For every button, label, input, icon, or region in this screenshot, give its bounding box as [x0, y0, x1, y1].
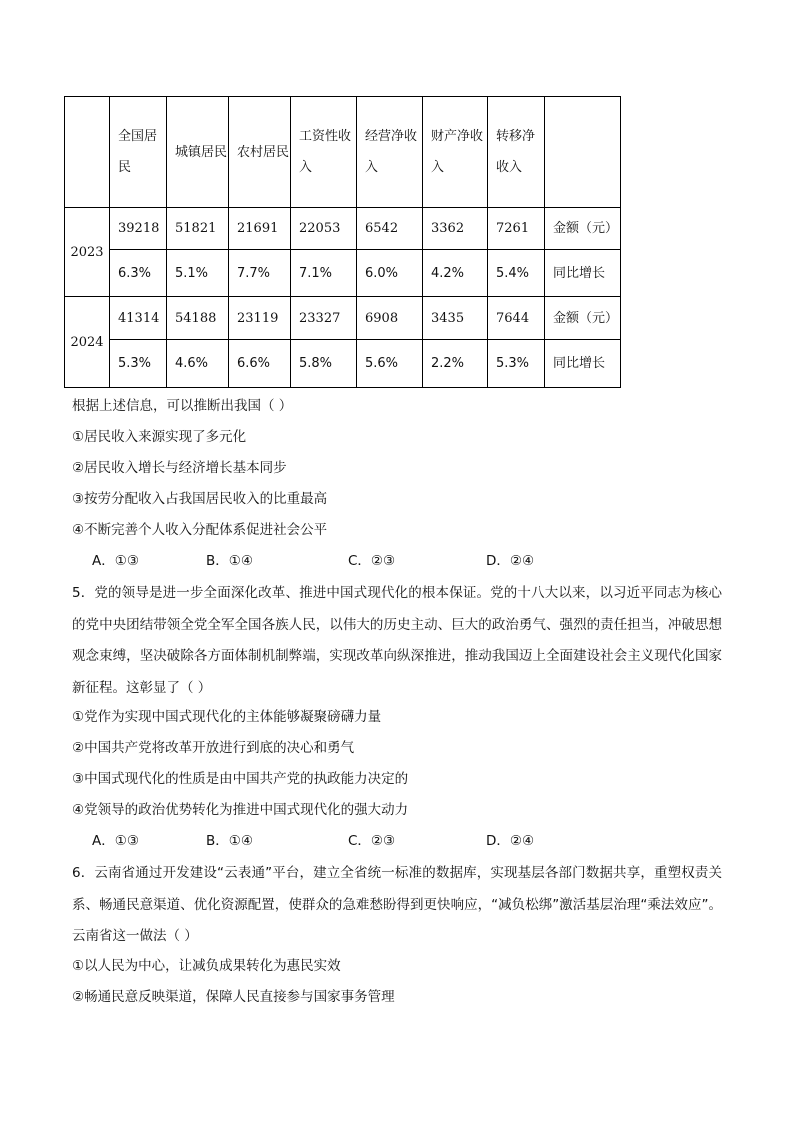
table-cell: 5.1%	[167, 250, 229, 297]
header-cell: 城镇居民	[167, 97, 229, 208]
table-cell: 7.7%	[229, 250, 291, 297]
statement-item: ②居民收入增长与经济增长基本同步	[72, 460, 287, 476]
statement-item: ①党作为实现中国式现代化的主体能够凝聚磅礴力量	[72, 709, 382, 725]
option-c[interactable]: C．②③	[348, 833, 396, 849]
header-cell: 工资性收入	[291, 97, 357, 208]
option-c[interactable]: C．②③	[348, 553, 396, 569]
header-cell: 转移净收入	[488, 97, 545, 208]
table-row	[65, 340, 621, 388]
table-cell: 5.8%	[291, 340, 357, 388]
table-cell: 39218	[110, 208, 167, 250]
table-cell: 5.4%	[488, 250, 545, 297]
table-cell: 22053	[291, 208, 357, 250]
table-cell: 6.6%	[229, 340, 291, 388]
question-text: 6．云南省通过开发建设“云表通”平台，建立全省统一标准的数据库，实现基层各部门数据共享，重塑权责关系、畅通民意渠道、优化资源配置，使群众的急难愁盼得到更快响应，“减负松绑”激活基层治理“乘法效应”。云南省这一做法（ ）	[72, 865, 722, 944]
option-b[interactable]: B．①④	[206, 553, 253, 569]
table-cell: 6908	[357, 297, 423, 340]
statement-item: ①以人民为中心，让减负成果转化为惠民实效	[72, 958, 341, 974]
question-text: 5．党的领导是进一步全面深化改革、推进中国式现代化的根本保证。党的十八大以来，以习近平同志为核心的党中央团结带领全党全军全国各族人民，以伟大的历史主动、巨大的政治勇气、强烈的责任担当，冲破思想观念束缚，坚决破除各方面体制机制弊端，实现改革向纵深推进，推动我国迈上全面建设社会主义现代化国家新征程。这彰显了（ ）	[72, 585, 722, 696]
option-a[interactable]: A．①③	[92, 833, 139, 849]
statement-item: ④不断完善个人收入分配体系促进社会公平	[72, 522, 328, 538]
header-cell: 经营净收入	[357, 97, 423, 208]
statement-item: ③按劳分配收入占我国居民收入的比重最高	[72, 491, 328, 507]
statement-item: ③中国式现代化的性质是由中国共产党的执政能力决定的	[72, 771, 409, 787]
header-cell: 财产净收入	[423, 97, 488, 208]
option-d[interactable]: D．②④	[486, 833, 535, 849]
option-d[interactable]: D．②④	[486, 553, 535, 569]
table-cell: 54188	[167, 297, 229, 340]
table-cell: 3435	[423, 297, 488, 340]
year-cell: 2023	[65, 208, 110, 297]
table-cell: 5.3%	[488, 340, 545, 388]
table-cell: 23119	[229, 297, 291, 340]
year-cell: 2024	[65, 297, 110, 388]
table-cell: 6542	[357, 208, 423, 250]
row-label: 同比增长	[545, 340, 621, 388]
table-cell: 7261	[488, 208, 545, 250]
table-cell: 7.1%	[291, 250, 357, 297]
statement-item: ④党领导的政治优势转化为推进中国式现代化的强大动力	[72, 802, 409, 818]
table-cell: 4.2%	[423, 250, 488, 297]
table-cell: 21691	[229, 208, 291, 250]
table-row	[65, 208, 621, 250]
statement-item: ②畅通民意反映渠道，保障人民直接参与国家事务管理	[72, 989, 395, 1005]
header-cell	[65, 97, 110, 208]
table-row	[65, 250, 621, 297]
header-cell: 农村居民	[229, 97, 291, 208]
table-cell: 4.6%	[167, 340, 229, 388]
table-row	[65, 297, 621, 340]
table-cell: 41314	[110, 297, 167, 340]
option-a[interactable]: A．①③	[92, 553, 139, 569]
row-label: 金额（元）	[545, 208, 621, 250]
table-cell: 6.3%	[110, 250, 167, 297]
header-cell: 全国居民	[110, 97, 167, 208]
row-label: 同比增长	[545, 250, 621, 297]
table-cell: 6.0%	[357, 250, 423, 297]
income-table	[64, 96, 621, 388]
table-cell: 2.2%	[423, 340, 488, 388]
table-cell: 5.3%	[110, 340, 167, 388]
table-header-row	[65, 97, 621, 208]
table-cell: 5.6%	[357, 340, 423, 388]
statement-item: ①居民收入来源实现了多元化	[72, 429, 247, 445]
table-cell: 23327	[291, 297, 357, 340]
statement-item: ②中国共产党将改革开放进行到底的决心和勇气	[72, 740, 355, 756]
table-cell: 7644	[488, 297, 545, 340]
option-b[interactable]: B．①④	[206, 833, 253, 849]
header-cell	[545, 97, 621, 208]
question-stem: 根据上述信息，可以推断出我国（ ）	[72, 398, 293, 414]
row-label: 金额（元）	[545, 297, 621, 340]
table-cell: 51821	[167, 208, 229, 250]
table-cell: 3362	[423, 208, 488, 250]
